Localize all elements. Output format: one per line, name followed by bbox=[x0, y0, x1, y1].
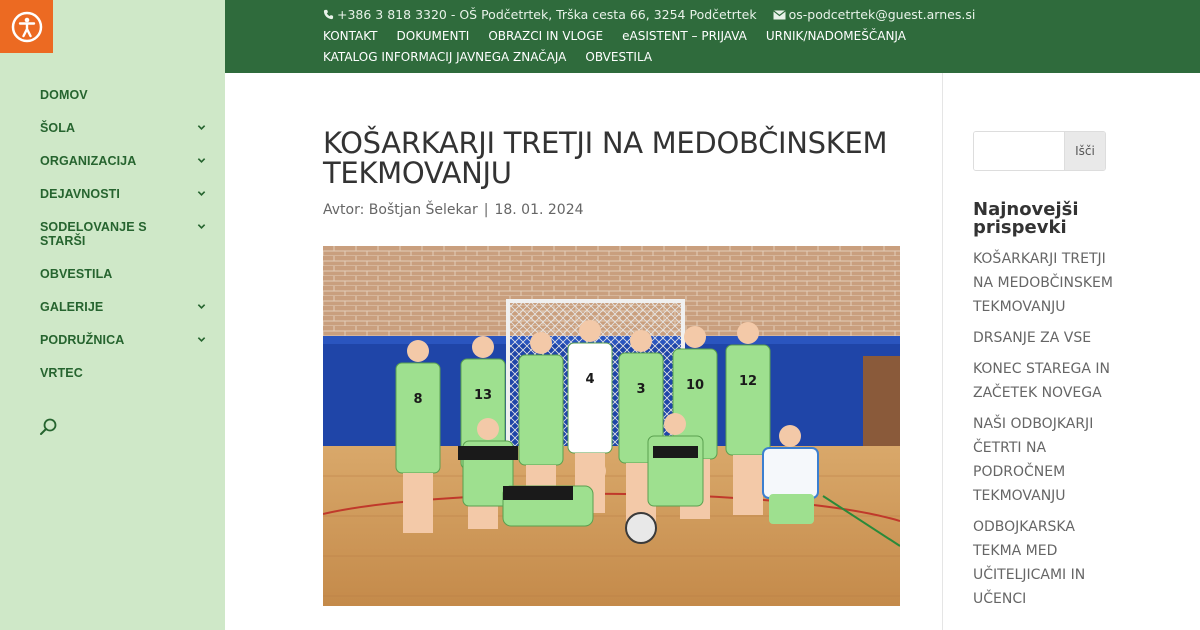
sidebar-item-label: DOMOV bbox=[40, 88, 88, 102]
sidebar-item-6[interactable] bbox=[40, 267, 210, 281]
search-icon[interactable] bbox=[39, 417, 59, 437]
contact-row bbox=[323, 7, 991, 22]
sidebar-item-5[interactable] bbox=[40, 220, 210, 248]
envelope-icon bbox=[773, 10, 786, 20]
chevron-down-icon[interactable] bbox=[197, 222, 206, 231]
top-menu-item[interactable]: KONTAKT bbox=[323, 29, 378, 43]
sidebar-item-label: DEJAVNOSTI bbox=[40, 187, 120, 201]
jersey-number: 3 bbox=[636, 382, 646, 397]
player-head bbox=[579, 320, 601, 342]
accessibility-button[interactable] bbox=[0, 0, 53, 53]
jersey-number: 12 bbox=[738, 374, 758, 389]
player-jersey bbox=[396, 363, 440, 473]
top-menu-row-2 bbox=[323, 50, 671, 64]
sidebar-item-2[interactable] bbox=[40, 121, 210, 135]
chevron-down-icon[interactable] bbox=[197, 302, 206, 311]
player-jersey bbox=[726, 345, 770, 455]
phone-text: +386 3 818 3320 - OŠ Podčetrtek, Trška cesta 66, 3254 Podčetrtek bbox=[337, 7, 757, 22]
chevron-down-icon[interactable] bbox=[197, 156, 206, 165]
article-photo[interactable] bbox=[323, 246, 900, 606]
author-prefix: Avtor: bbox=[323, 202, 365, 218]
sidebar-item-7[interactable] bbox=[40, 300, 210, 314]
sidebar-item-label: ORGANIZACIJA bbox=[40, 154, 137, 168]
jersey-number: 4 bbox=[585, 372, 595, 387]
top-menu-row-1 bbox=[323, 29, 925, 43]
player-legs bbox=[733, 455, 763, 515]
player-jersey bbox=[568, 343, 612, 453]
jersey-number: 10 bbox=[685, 378, 705, 393]
meta-separator: | bbox=[483, 202, 489, 218]
recent-post-link[interactable]: ODBOJKARSKA TEKMA MED UČITELJICAMI IN UČENCI bbox=[973, 519, 1086, 607]
chevron-down-icon[interactable] bbox=[197, 123, 206, 132]
phone-contact[interactable] bbox=[323, 7, 757, 22]
sidebar-search-button[interactable]: Išči bbox=[1064, 132, 1105, 170]
sidebar-item-9[interactable] bbox=[40, 366, 210, 380]
top-menu-item[interactable]: KATALOG INFORMACIJ JAVNEGA ZNAČAJA bbox=[323, 50, 567, 64]
team-photo-illustration bbox=[323, 246, 900, 606]
article-date: 18. 01. 2024 bbox=[494, 202, 584, 218]
player-head bbox=[407, 340, 429, 362]
jersey-number: 8 bbox=[413, 392, 423, 407]
sidebar-item-label: VRTEC bbox=[40, 366, 83, 380]
recent-posts-list bbox=[973, 247, 1113, 618]
sidebar-item-3[interactable] bbox=[40, 154, 210, 168]
sidebar-item-label: ŠOLA bbox=[40, 121, 76, 135]
jersey-number: 13 bbox=[473, 388, 493, 403]
phone-icon bbox=[323, 9, 334, 20]
sidebar-item-label: OBVESTILA bbox=[40, 267, 113, 281]
recent-post-link[interactable]: KOŠARKARJI TRETJI NA MEDOBČINSKEM TEKMOVANJU bbox=[973, 251, 1113, 315]
recent-posts-title: Najnovejši prispevki bbox=[973, 199, 1079, 238]
chevron-down-icon[interactable] bbox=[197, 189, 206, 198]
player-head bbox=[472, 336, 494, 358]
email-contact[interactable] bbox=[773, 7, 976, 22]
article-meta bbox=[323, 202, 903, 218]
top-header bbox=[225, 0, 1200, 73]
sidebar-item-label: GALERIJE bbox=[40, 300, 104, 314]
player-jersey bbox=[519, 355, 563, 465]
recent-post-link[interactable]: DRSANJE ZA VSE bbox=[973, 330, 1092, 346]
sidebar-item-1[interactable] bbox=[40, 88, 210, 102]
top-menu-item[interactable]: eASISTENT – PRIJAVA bbox=[622, 29, 747, 43]
article bbox=[323, 128, 903, 218]
author-link[interactable]: Boštjan Šelekar bbox=[368, 202, 478, 218]
sidebar-item-8[interactable] bbox=[40, 333, 210, 347]
email-text: os-podcetrtek@guest.arnes.si bbox=[788, 7, 976, 22]
player-head bbox=[684, 326, 706, 348]
recent-post-link[interactable]: KONEC STAREGA IN ZAČETEK NOVEGA bbox=[973, 361, 1110, 401]
accessibility-icon bbox=[11, 11, 43, 43]
content-divider bbox=[942, 73, 943, 630]
left-sidebar bbox=[0, 0, 225, 630]
chevron-down-icon[interactable] bbox=[197, 335, 206, 344]
sidebar-item-label: SODELOVANJE S STARŠI bbox=[40, 220, 147, 248]
sidebar-item-label: PODRUŽNICA bbox=[40, 333, 125, 347]
player-head bbox=[630, 330, 652, 352]
player-head bbox=[737, 322, 759, 344]
sidebar-search-form bbox=[973, 131, 1106, 171]
sidebar-search-input[interactable] bbox=[974, 132, 1064, 170]
top-menu-item[interactable]: OBVESTILA bbox=[585, 50, 653, 64]
article-title: KOŠARKARJI TRETJI NA MEDOBČINSKEM TEKMOVANJU bbox=[323, 126, 888, 190]
top-menu-item[interactable]: DOKUMENTI bbox=[396, 29, 470, 43]
player-legs bbox=[403, 473, 433, 533]
top-menu-item[interactable]: OBRAZCI IN VLOGE bbox=[488, 29, 604, 43]
sidebar-item-4[interactable] bbox=[40, 187, 210, 201]
top-menu-item[interactable]: URNIK/NADOMEŠČANJA bbox=[765, 29, 906, 43]
recent-post-link[interactable]: NAŠI ODBOJKARJI ČETRTI NA PODROČNEM TEKMOVANJU bbox=[973, 416, 1094, 504]
player-head bbox=[530, 332, 552, 354]
